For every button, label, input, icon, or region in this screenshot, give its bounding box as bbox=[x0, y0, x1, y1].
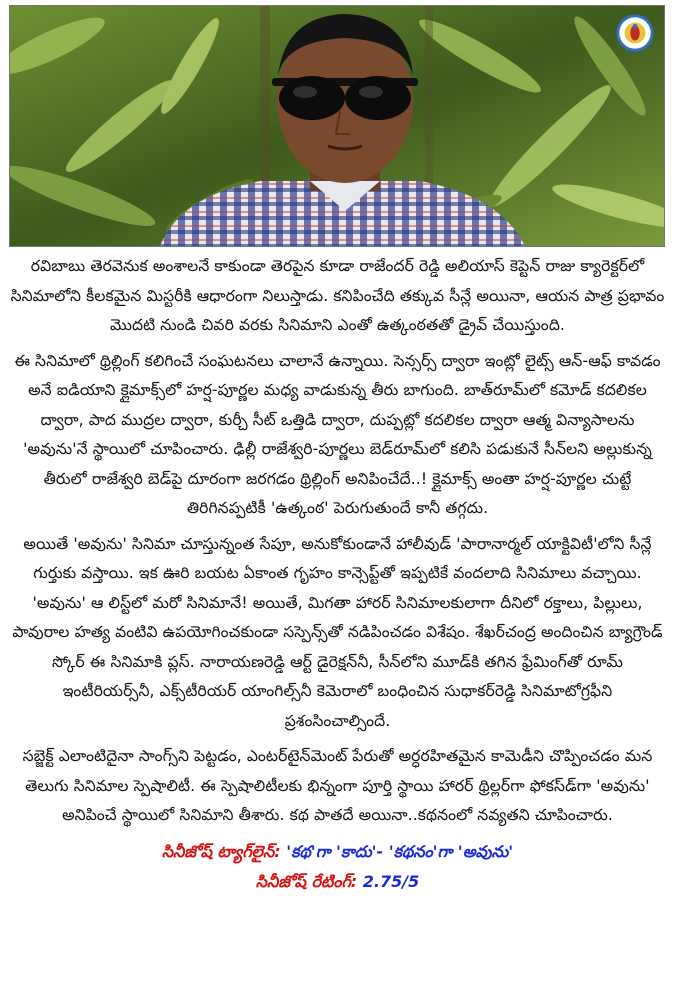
paragraph-paranormal-comparison: అయితే 'అవును' సినిమా చూస్తున్నంత సేపూ, అనుకోకుండానే హాలీవుడ్ 'పారానార్మల్ యాక్టివిటీ'లోని సీన్లే గుర్తుకు వస్తాయి. ఇక ఊరి బయట ఏకాంత గృహం కాన్సెప్ట్‌తో ఇప్పటికే వందలాది సినిమాలు వచ్చాయి. 'అవును' ఆ లిస్ట్‌లో మరో సినిమానే! అయితే, మిగతా హారర్ సినిమాలకులాగా దీనిలో రక్తాలు, పిల్లులు, పావురాల హత్య వంటివి ఉపయోగించకుండా సస్పెన్స్‌తో నడిపించడం విశేషం. శేఖర్‌చంద్ర అందించిన బ్యాగ్రౌండ్ స్కోర్ ఈ సినిమాకి ప్లస్. నారాయణరెడ్డి ఆర్ట్ డైరెక్షన్‌నీ, సీన్‌లోని మూడ్‌కి తగిన ఫ్రేమింగ్‌తో రూమ్ ఇంటీరియర్స్‌నీ, ఎక్స్‌టీరియర్ యాంగిల్స్‌నీ కెమెరాలో బంధించిన సుధాకర్‌రెడ్డి సినిమాటోగ్రఫీని ప్రశంసించాల్సిందే. bbox=[12, 534, 663, 730]
tagline-value: 'కథ'గా 'కాదు'- 'కథనం'గా 'అవును' bbox=[286, 841, 514, 861]
rating-label: సినీజోష్ రేటింగ్: bbox=[255, 871, 358, 891]
portrait-illustration bbox=[10, 6, 664, 246]
rating-line bbox=[10, 867, 665, 897]
paragraph-conclusion: సబ్జెక్ట్ ఎలాంటిదైనా సాంగ్స్‌ని పెట్టడం, ఎంటర్‌టైన్‌మెంట్ పేరుతో అర్ధరహితమైన కామెడీని చొప్పించడం మన తెలుగు సినిమాల స్పెషాలిటీ. ఈ స్పెషాలిటీలకు భిన్నంగా పూర్తి స్థాయి హారర్ థ్రిల్లర్‌గా ఫోకస్‌డ్‌గా 'అవును' అనిపించే స్థాయిలో సినిమాని తీశారు. కథ పాతదే అయినా..కథనంలో నవ్యతని చూపించారు. bbox=[22, 747, 653, 824]
tagline-label: సినీజోష్ ట్యాగ్‌లైన్: bbox=[161, 841, 281, 861]
tagline-line bbox=[10, 837, 665, 867]
rating-value: 2.75/5 bbox=[362, 871, 420, 891]
review-article bbox=[10, 252, 665, 897]
paragraph-ravibabu-role: రవిబాబు తెరవెనుక అంశాలనే కాకుండా తెరపైన కూడా రాజేందర్ రెడ్డి అలియాస్ కెప్టెన్ రాజు క్యారెక్టర్‌లో సినిమాలోని కీలకమైన మిస్టరీకి ఆధారంగా నిలుస్తాడు. కనిపించేది తక్కువ సీన్లే అయినా, ఆయన పాత్ర ప్రభావం మొదటి నుండి చివరి వరకు సినిమాని ఎంతో ఉత్కంఠతతో డ్రైవ్ చేయిస్తుంది. bbox=[10, 257, 665, 334]
article-photo bbox=[9, 5, 665, 247]
paragraph-thrilling-scenes: ఈ సినిమాలో థ్రిల్లింగ్ కలిగించే సంఘటనలు చాలానే ఉన్నాయి. సెన్సర్స్ ద్వారా ఇంట్లో లైట్స్ ఆన్-ఆఫ్ కావడం అనే ఐడియాని క్లైమాక్స్‌లో హర్ష-పూర్ణల మధ్య వాడుకున్న తీరు బాగుంది. బాత్‌రూమ్‌లో కమోడ్ కదలికల ద్వారా, పాద ముద్రల ద్వారా, కుర్చీ సీట్ ఒత్తిడి ద్వారా, దుప్పట్లో కదలికల ద్వారా ఆత్మ విన్యాసాలను 'అవును'నే స్థాయిలో చూపించారు. ఢిల్లీ రాజేశ్వరి-పూర్ణలు బెడ్‌రూమ్‌లో కలిసి పడుకునే సీన్‌లని అల్లుకున్న తీరులో రాజేశ్వరి బెడ్‌పై దూరంగా జరగడం థ్రిల్లింగ్ అనిపించేదే..! క్లైమాక్స్ అంతా హర్ష-పూర్ణల చుట్టే తిరిగినప్పటికీ 'ఉత్కంఠ' పెరుగుతుందే కానీ తగ్గదు. bbox=[14, 351, 661, 517]
logo-badge-icon bbox=[616, 14, 654, 52]
